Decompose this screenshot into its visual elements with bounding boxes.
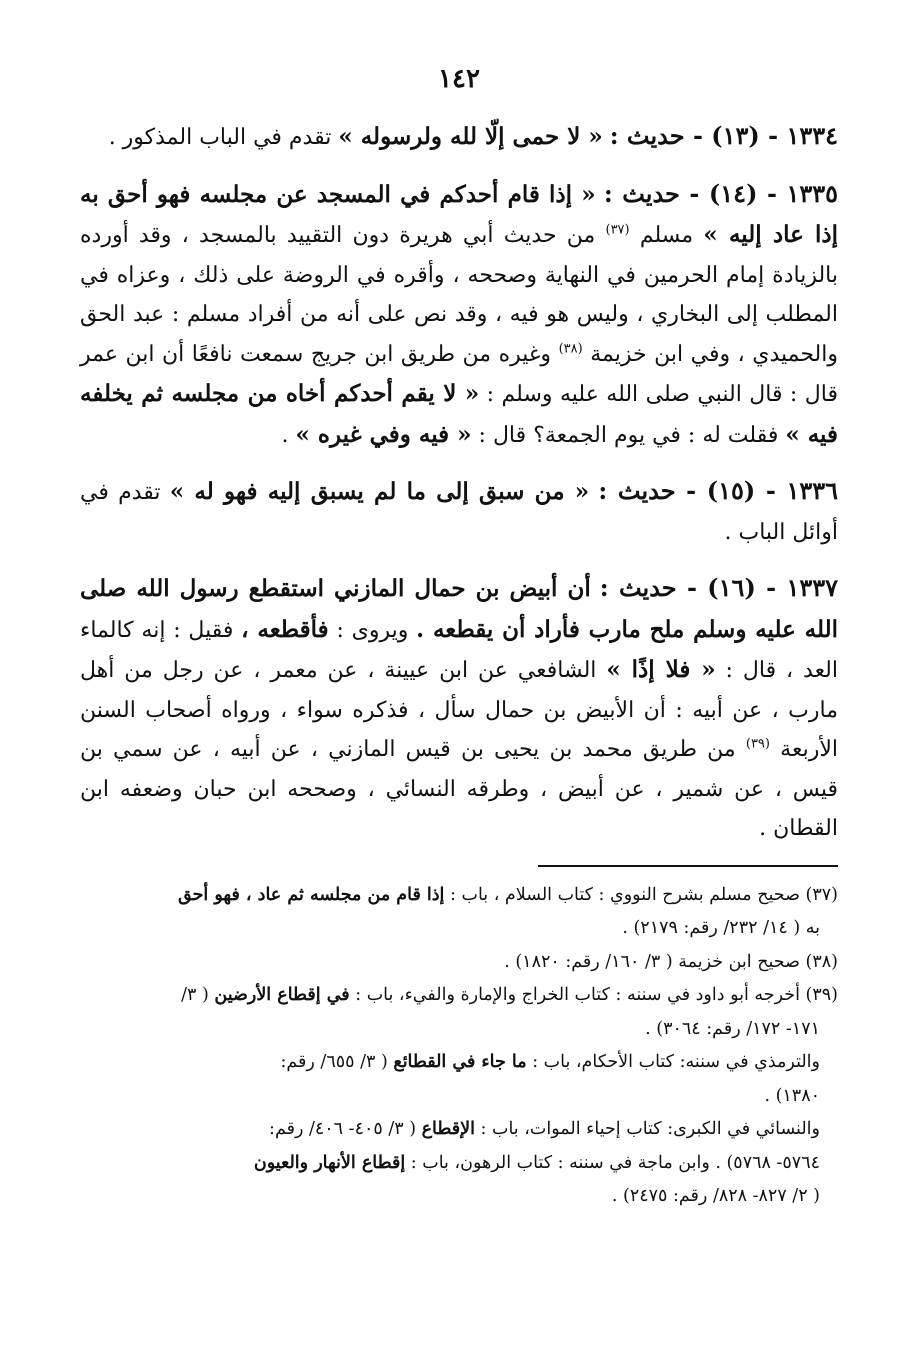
entry-heading: ١٣٣٥ - (١٤) - حديث : — [603, 178, 839, 208]
entry-heading: ١٣٣٦ - (١٥) - حديث : — [598, 476, 839, 505]
footnote-text: به ( ١٤/ ٢٣٢/ رقم: ٢١٧٩) . — [622, 918, 820, 938]
footnote-chapter-title: ما جاء في القطائع — [393, 1052, 527, 1072]
footnote-37 — [80, 879, 838, 913]
hadith-quote: « من سبق إلى ما لم يسبق إليه فهو له » — [169, 478, 590, 505]
footnotes — [80, 879, 838, 1214]
footnote-text: ١٧١- ١٧٢/ رقم: ٣٠٦٤) . — [645, 1018, 820, 1039]
entry-text: فقلت له : في يوم الجمعة؟ قال : — [478, 422, 779, 448]
footnote-chapter-title: إذا قام من مجلسه ثم عاد ، فهو أحق — [178, 884, 445, 905]
entry-text: من حديث أبي هريرة دون التقييد بالمسجد ، وقد أورده بالزيادة إمام الحرمين في النهاية وصححه ، وأقره في الروضة على ذلك ، وعزاه في المطلب إلى البخاري ، وليس هو فيه ، وقد نص على أنه من أفراد مسلم : عبد الحق والحميدي ، وفي ابن خزيمة — [80, 223, 838, 367]
hadith-entry-1336 — [80, 471, 838, 552]
footnote-ref-39[interactable]: (٣٩) — [745, 736, 770, 752]
entry-text: تقدم في الباب المذكور . — [108, 125, 332, 150]
footnote-text: ( ٣/ ٦٥٥/ رقم: — [280, 1052, 388, 1072]
hadith-quote: « لا يقم أحدكم أخاه من مجلسه ثم يخلفه فيه » — [80, 380, 838, 448]
entry-text: تقدم في أوائل الباب . — [80, 480, 838, 545]
footnote-separator — [538, 865, 838, 867]
footnote-38 — [80, 946, 838, 980]
footnote-ref-37[interactable]: (٣٧) — [605, 222, 630, 238]
footnote-text: ( ٣/ — [181, 985, 209, 1005]
footnote-ref-38[interactable]: (٣٨) — [558, 341, 583, 357]
footnote-39 — [80, 979, 838, 1013]
entry-text: من طريق محمد بن يحيى بن قيس المازني ، عن أبيه ، عن سمي بن قيس ، عن شمير ، عن أبيض ، وطرقه النسائي ، وصححه ابن حبان وضعفه ابن القطان . — [80, 737, 838, 841]
footnote-text: والنسائي في الكبرى: كتاب إحياء الموات، باب : — [480, 1119, 820, 1139]
footnote-39-nasai — [80, 1113, 838, 1147]
entry-text: . — [281, 422, 289, 448]
entry-text: وغيره من طريق ابن جريج سمعت نافعًا أن ابن عمر قال : قال النبي صلى الله عليه وسلم : — [80, 341, 838, 407]
footnote-text: والترمذي في سننه: كتاب الأحكام، باب : — [532, 1052, 820, 1072]
hadith-quote: فأقطعه ، — [241, 615, 329, 643]
hadith-quote: « فلا إذًا » — [606, 656, 716, 683]
entry-heading: ١٣٣٤ - (١٣) - حديث : — [609, 121, 838, 150]
footnote-text: (٣٧) صحيح مسلم بشرح النووي : كتاب السلام ، باب : — [450, 884, 838, 905]
hadith-entry-1334 — [80, 116, 838, 158]
footnote-text: (٣٩) أخرجه أبو داود في سننه : كتاب الخراج والإمارة والفيء، باب : — [355, 985, 838, 1005]
entry-text: الشافعي عن ابن عيينة ، عن معمر ، عن رجل من أهل مارب ، عن أبيه : أن الأبيض بن حمال سأل ، فذكره سواء ، ورواه أصحاب السنن الأربعة — [80, 658, 838, 762]
footnote-text: ( ٢/ ٨٢٧- ٨٢٨/ رقم: ٢٤٧٥) . — [611, 1186, 820, 1206]
hadith-quote: أن أبيض بن حمال المازني استقطع رسول الله صلى الله عليه وسلم ملح مارب فأراد أن يقطعه . — [80, 575, 838, 643]
footnote-text: ( ٣/ ٤٠٥- ٤٠٦/ رقم: — [269, 1119, 417, 1139]
page-number: ١٤٢ — [438, 64, 480, 94]
footnote-chapter-title: إقطاع الأنهار والعيون — [253, 1152, 406, 1173]
footnote-39-ibn-majah — [80, 1147, 838, 1181]
entry-text: فقيل : إنه كالماء العد ، قال : — [80, 617, 838, 683]
entry-heading: ١٣٣٧ - (١٦) - حديث : — [599, 573, 839, 602]
footnote-chapter-title: الإقطاع — [421, 1119, 475, 1139]
footnote-text: ٥٧٦٤- ٥٧٦٨) . وابن ماجة في سننه : كتاب الرهون، باب : — [410, 1152, 820, 1173]
footnote-39-ibn-majah-continued — [80, 1180, 838, 1214]
footnote-chapter-title: في إقطاع الأرضين — [214, 985, 350, 1005]
footnote-37-continued — [80, 912, 838, 946]
footnote-text: ١٣٨٠) . — [764, 1085, 820, 1106]
hadith-quote: « إذا قام أحدكم في المسجد عن مجلسه فهو أحق به إذا عاد إليه » — [80, 180, 839, 248]
hadith-entry-1337 — [80, 568, 838, 849]
hadith-quote: « لا حمى إلّا لله ولرسوله » — [338, 123, 603, 150]
footnote-39-continued — [80, 1013, 838, 1047]
hadith-quote: « فيه وفي غيره » — [295, 420, 472, 448]
footnote-text: (٣٨) صحيح ابن خزيمة ( ٣/ ١٦٠/ رقم: ١٨٢٠) . — [504, 951, 838, 972]
footnote-39-tirmidhi-continued — [80, 1080, 838, 1114]
hadith-entry-1335 — [80, 174, 838, 456]
entry-text: ويروى : — [336, 617, 409, 643]
entry-text: مسلم — [639, 223, 694, 248]
footnote-39-tirmidhi — [80, 1046, 838, 1080]
